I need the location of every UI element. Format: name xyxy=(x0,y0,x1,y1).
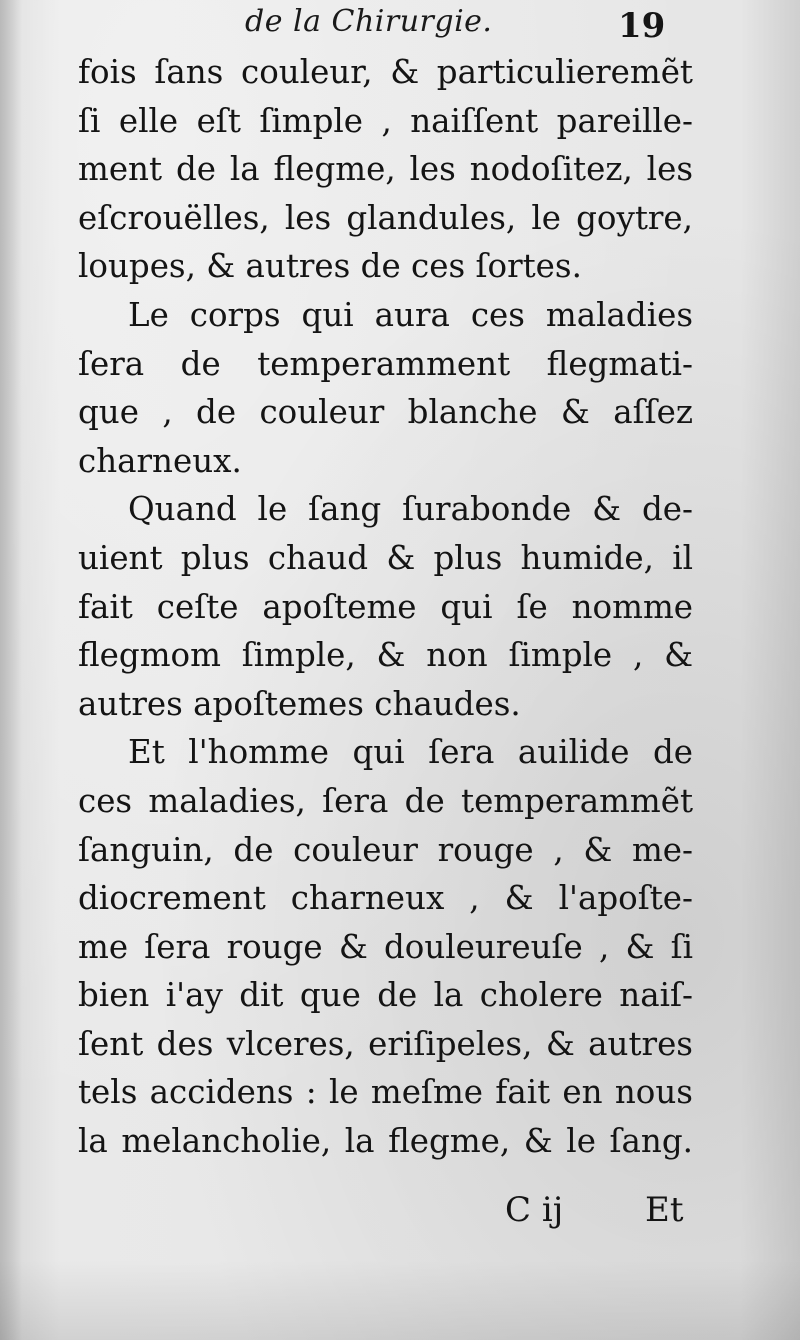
text-line: que , de couleur blanche & aſſez xyxy=(78,393,693,432)
catchword: Et xyxy=(645,1190,684,1230)
text-line: tels accidens : le meſme fait en nous xyxy=(78,1073,693,1112)
text-line: me ſera rouge & douleureuſe , & ſi xyxy=(78,927,693,966)
page-number: 19 xyxy=(618,6,666,46)
text-line: ſanguin, de couleur rouge , & me- xyxy=(78,830,693,869)
text-line: autres apoſtemes chaudes. xyxy=(78,684,521,723)
text-line: ces maladies, ſera de temperammẽt xyxy=(78,781,693,820)
text-line: ſent des vlceres, eriſipeles, & autres xyxy=(78,1024,693,1063)
gutter-shadow xyxy=(0,0,22,1340)
text-line: flegmom ſimple, & non ſimple , & xyxy=(78,636,693,675)
body-text xyxy=(78,48,693,1166)
text-line: diocrement charneux , & l'apoſte- xyxy=(78,879,693,918)
text-line: ment de la flegme, les nodoſitez, les xyxy=(78,150,693,189)
text-line: eſcrouëlles, les glandules, le goytre, xyxy=(78,198,693,237)
text-line: uient plus chaud & plus humide, il xyxy=(78,538,693,577)
running-head-title: de la Chirurgie. xyxy=(245,4,493,39)
running-head xyxy=(0,0,800,52)
text-line: bien i'ay dit que de la cholere naiſ- xyxy=(78,976,693,1015)
text-line: fois ſans couleur, & particulieremẽt xyxy=(78,53,693,91)
paragraph-first-line: Et l'homme qui ſera auilide de xyxy=(128,733,693,772)
text-line: ſera de temperamment flegmati- xyxy=(78,344,693,383)
text-line: la melancholie, la flegme, & le ſang. xyxy=(78,1122,693,1161)
text-line: fait ceſte apoſteme qui ſe nomme xyxy=(78,587,693,626)
bottom-shadow xyxy=(0,1260,800,1340)
text-line: charneux. xyxy=(78,441,242,480)
text-line: loupes, & autres de ces ſortes. xyxy=(78,247,582,286)
paragraph-first-line: Quand le ſang ſurabonde & de- xyxy=(128,490,693,529)
paragraph-first-line: Le corps qui aura ces maladies xyxy=(128,295,693,334)
page-footer xyxy=(0,1188,800,1238)
signature-mark: C ij xyxy=(505,1190,564,1230)
text-line: ſi elle eſt ſimple , naiſſent pareille- xyxy=(78,101,693,140)
